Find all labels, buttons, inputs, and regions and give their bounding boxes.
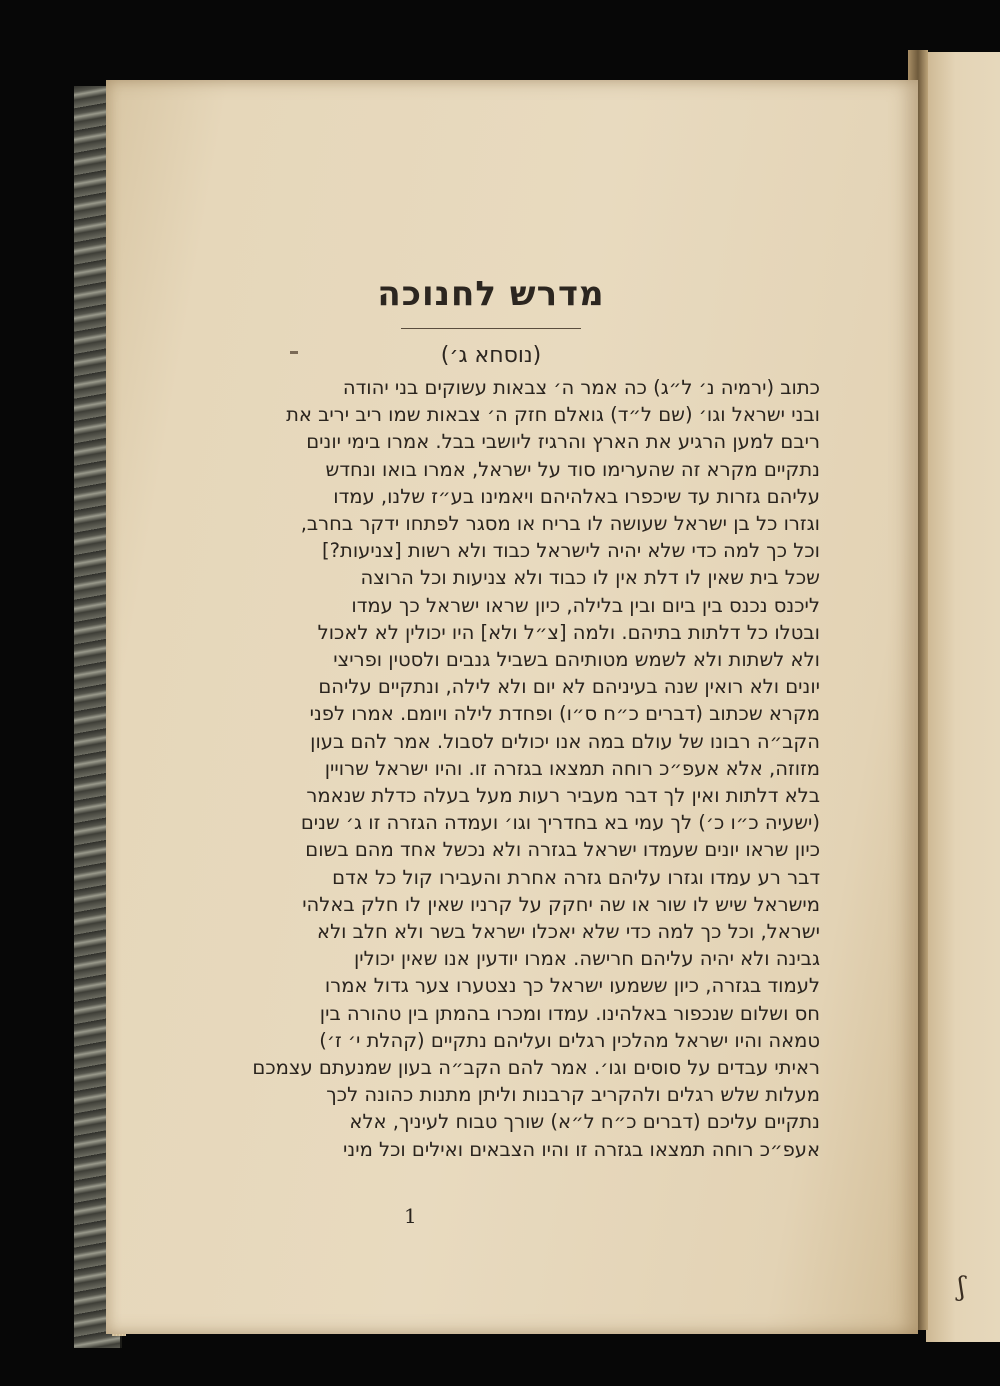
text-line: נתקיים עליכם (דברים כ״ח ל״א) שורך טבוח לעיניך, אלא (349, 1110, 820, 1134)
text-line: אעפ״כ רוחה תמצאו בגזרה זו והיו הצבאים ואילים וכל מיני (343, 1137, 820, 1161)
text-line: נתקיים מקרא זה שהערימו סוד על ישראל, אמרו בואו ונחדש (325, 457, 820, 481)
text-line: יונים ולא רואין שנה בעיניהם לא יום ולא לילה, ונתקיים עליהם (318, 675, 820, 699)
text-line: וכל כך למה כדי שלא יהיה לישראל כבוד ולא רשות [צניעות?] (322, 539, 820, 563)
text-line: מעלות שלש רגלים ולהקריב קרבנות וליתן מתנות כהונה לכך (326, 1083, 820, 1107)
text-line: ישראל, וכל כך למה כדי שלא יאכלו ישראל בשר ולא חלב ולא (317, 920, 820, 944)
text-line: בלא דלתות ואין לך דבר מעביר רעות מעל בעלה כדלת שנאמר (306, 784, 820, 808)
text-line: ליכנס נכנס בין ביום ובין בלילה, כיון שראו ישראל כך עמדו (351, 593, 820, 617)
text-line: מישראל שיש לו שור או שה יחקק על קרניו שאין לו חלק באלהי (302, 892, 820, 916)
text-line: כיון שראו יונים שעמדו ישראל בגזרה ולא נכשל אחד מהם בשום (305, 838, 820, 862)
text-line: לעמוד בגזרה, כיון ששמעו ישראל כך נצטערו צער גדול אמרו (324, 974, 820, 998)
text-line: מקרא שכתוב (דברים כ״ח ס״ו) ופחדת לילה ויומם. אמרו לפני (309, 702, 820, 726)
page-title: מדרש לחנוכה (377, 274, 605, 314)
page-subtitle: (נוסחא ג׳) (440, 343, 542, 368)
text-line: ראיתי עבדים על סוסים וגו׳. אמר להם הקב״ה בעון שמנעתם עצמכם (252, 1056, 820, 1080)
title-rule (401, 328, 581, 329)
text-line: עליהם גזרות עד שיכפרו באלהיהם ויאמינו בע״ז שלנו, עמדו (333, 484, 820, 508)
text-line: (ישעיה כ״ו כ׳) לך עמי בא בחדריך וגו׳ ועמדה הגזרה זו ג׳ שנים (300, 811, 820, 835)
text-line: ובטלו כל דלתות בתיהם. ולמה [צ״ל ולא] היו יכולין לא לאכול (317, 620, 820, 644)
page-number: 1 (404, 1204, 417, 1228)
facing-page (926, 52, 1000, 1342)
text-line: וגזרו כל בן ישראל שעושה לו בריח או מסגר לפתחו ידקר בחרב, (300, 512, 820, 536)
text-line: שכל בית שאין לו דלת אין לו כבוד ולא צניעות וכל הרוצה (360, 566, 820, 590)
text-line: חס ושלום שנכפור באלהינו. עמדו ומכרו בהמתן בין טהורה בין (319, 1001, 820, 1025)
text-line: דבר רע עמדו וגזרו עליהם גזרה אחרת והעבירו קול כל אדם (332, 865, 820, 889)
text-line: הקב״ה רבונו של עולם במה אנו יכולים לסבול. אמר להם בעון (310, 729, 820, 753)
text-line: ולא לשתות ולא לשמש מטותיהם בשביל גנבים ולסטין ופריצי (333, 648, 820, 672)
text-line: ריבם למען הרגיע את הארץ והרגיז ליושבי בבל. אמרו בימי יונים (306, 430, 820, 454)
facing-page-mark: ʃ (958, 1272, 966, 1302)
body-text (120, 374, 820, 1163)
page-header (166, 274, 816, 368)
text-line: טמאה והיו ישראל מהלכין רגלים ועליהם נתקיים (קהלת י׳ ז׳) (319, 1028, 820, 1052)
text-line: מזוזה, אלא אעפ״כ רוחה תמצאו בגזרה זו. והיו ישראל שרויין (324, 756, 820, 780)
text-line: ובני ישראל וגו׳ (שם ל״ד) גואלם חזק ה׳ צבאות שמו ריב יריב את (286, 403, 820, 427)
text-line: גבינה ולא יהיה עליהם חרישה. אמרו יודעין אנו שאין יכולין (353, 947, 820, 971)
text-line: כתוב (ירמיה נ׳ ל״ג) כה אמר ה׳ צבאות עשוקים בני יהודה (342, 376, 820, 399)
